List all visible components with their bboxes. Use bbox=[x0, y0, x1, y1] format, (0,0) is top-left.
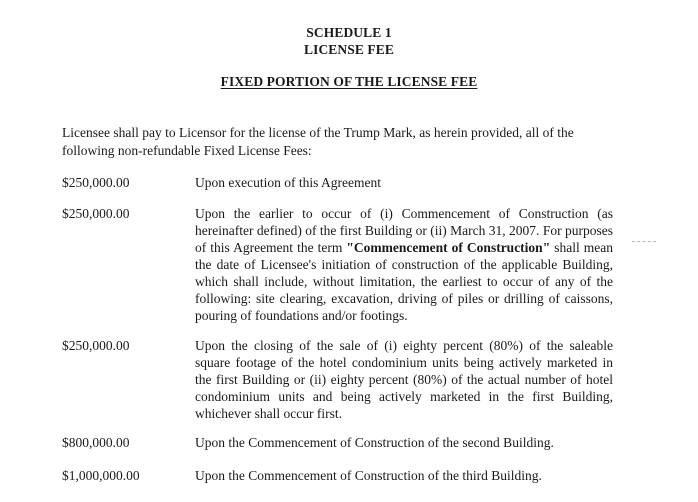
schedule-title: SCHEDULE 1 bbox=[306, 25, 392, 40]
schedule-subtitle: LICENSE FEE bbox=[303, 42, 394, 57]
section-heading: FIXED PORTION OF THE LICENSE FEE bbox=[220, 74, 478, 89]
fee-amount: $1,000,000.00 bbox=[62, 468, 140, 483]
fee-description-text: Upon the earlier to occur of (i) Commencement of Construction (as hereinafter defined) of the first Building or (ii) March 31, 2007. For purposes of this Agreement the term bbox=[195, 206, 613, 255]
fee-amount: $250,000.00 bbox=[62, 206, 130, 221]
fee-description: Upon execution of this Agreement bbox=[195, 175, 381, 190]
scan-artifact bbox=[632, 241, 656, 243]
fee-amount: $800,000.00 bbox=[62, 435, 130, 450]
fee-description-text: shall mean the date of Licensee's initiation of construction of the applicable Building, which shall include, without limitation, the earliest to occur of any of the following: site clearing, excavation, driving of piles or drilling of caissons, pouring of foundations and/or footings. bbox=[195, 240, 613, 323]
fee-description: Upon the closing of the sale of (i) eighty percent (80%) of the saleable square footage of the hotel condominium units being actively marketed in the first Building or (ii) eighty percent (80%) of the actual number of hotel condominium units and being actively marketed in the first Building, whichever shall occur first. bbox=[195, 338, 613, 421]
fee-description: Upon the Commencement of Construction of the third Building. bbox=[195, 468, 542, 483]
fee-amount: $250,000.00 bbox=[62, 175, 130, 190]
intro-paragraph: Licensee shall pay to Licensor for the license of the Trump Mark, as herein provided, all of the following non-refundable Fixed License Fees: bbox=[62, 125, 574, 158]
fee-amount: $250,000.00 bbox=[62, 338, 130, 353]
fee-description bbox=[195, 205, 613, 324]
fee-description: Upon the Commencement of Construction of the second Building. bbox=[195, 435, 554, 450]
defined-term: "Commencement of Construction" bbox=[346, 240, 551, 255]
